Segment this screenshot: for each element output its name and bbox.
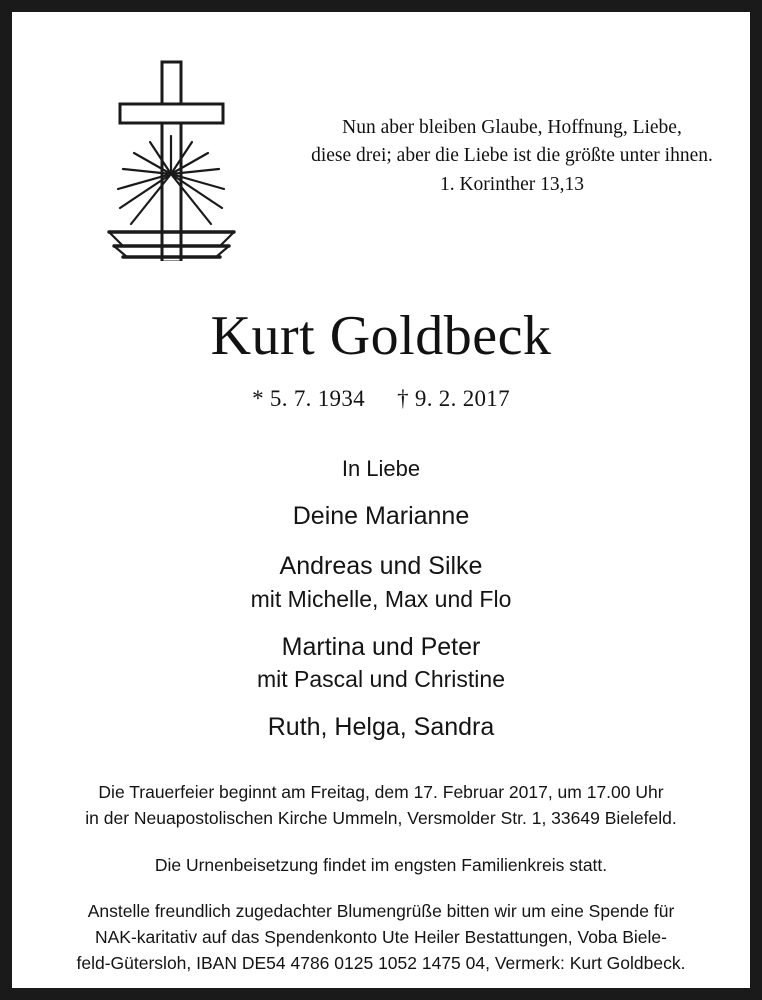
mourner-group [42, 631, 720, 696]
death-date: † 9. 2. 2017 [397, 386, 510, 411]
donation-paragraph [42, 898, 720, 977]
mourner-name: Andreas und Silke [279, 551, 483, 580]
burial-line-1: Die Urnenbeisetzung findet im engsten Familienkreis statt. [154, 854, 608, 875]
service-details [42, 779, 720, 977]
mourner-name: Ruth, Helga, Sandra [267, 713, 495, 742]
deceased-name: Kurt Goldbeck [210, 305, 552, 367]
notice-header [42, 34, 720, 264]
life-dates [42, 386, 720, 412]
funeral-service-paragraph [42, 779, 720, 832]
birth-date: * 5. 7. 1934 [252, 386, 365, 411]
notice-inner [12, 12, 750, 988]
funeral-service-line-1: Die Trauerfeier beginnt am Freitag, dem 17. Februar 2017, um 17.00 Uhr [98, 782, 664, 803]
donation-line-3: feld-Gütersloh, IBAN DE54 4786 0125 1052 1475 04, Vermerk: Kurt Goldbeck. [76, 953, 686, 974]
mourner-name: Martina und Peter [281, 632, 481, 661]
name-block [42, 305, 720, 412]
mourners-block [42, 456, 720, 745]
burial-paragraph [42, 852, 720, 878]
mourner-group [42, 711, 720, 745]
mourner-children: mit Pascal und Christine [257, 666, 505, 693]
memorial-verse [267, 114, 757, 199]
verse-reference: 1. Korinther 13,13 [439, 173, 585, 195]
new-apostolic-church-cross-icon [87, 56, 257, 261]
mourners-intro: In Liebe [341, 456, 421, 481]
funeral-service-line-2: in der Neuapostolischen Kirche Ummeln, Versmolder Str. 1, 33649 Bielefeld. [85, 808, 677, 829]
mourner-name: Deine Marianne [292, 502, 470, 530]
mourner-children: mit Michelle, Max und Flo [250, 585, 512, 612]
verse-line-2: diese drei; aber die Liebe ist die größte unter ihnen. [311, 145, 713, 167]
mourner-group [42, 500, 720, 534]
verse-line-1: Nun aber bleiben Glaube, Hoffnung, Liebe, [342, 117, 682, 138]
donation-line-1: Anstelle freundlich zugedachter Blumengrüße bitten wir um eine Spende für [87, 900, 675, 921]
mourner-group [42, 550, 720, 615]
donation-line-2: NAK-karitativ auf das Spendenkonto Ute Heiler Bestattungen, Voba Biele- [94, 927, 667, 948]
